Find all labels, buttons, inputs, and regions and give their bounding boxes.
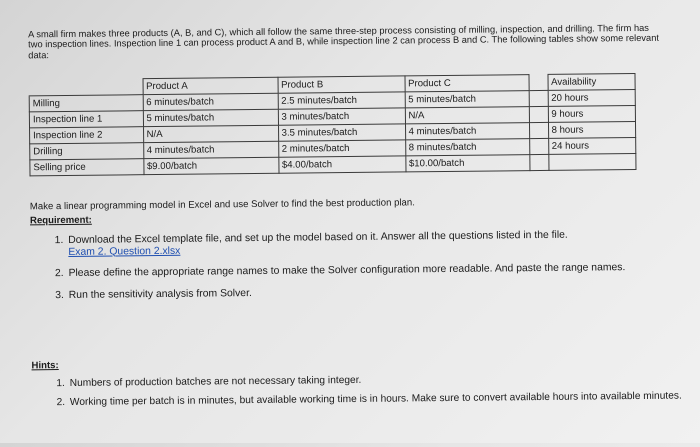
table-cell: 20 hours — [548, 90, 635, 107]
table-cell — [529, 122, 548, 138]
data-table — [29, 73, 636, 176]
requirement-item — [66, 228, 686, 258]
requirement-item — [66, 262, 686, 280]
hint-item: 2. Working time per batch is in minutes, but available working time is in hours. Make sure to convert available hours into available minutes. — [68, 391, 688, 409]
table-cell — [529, 90, 548, 106]
table-cell — [529, 106, 548, 122]
table-header-cell: Product C — [404, 75, 528, 92]
hint-item: 1. Numbers of production batches are not necessary taking integer. — [68, 371, 688, 389]
requirement-text: Run the sensitivity analysis from Solver. — [68, 287, 252, 301]
table-cell: 5 minutes/batch — [143, 109, 278, 126]
table-cell: 3.5 minutes/batch — [278, 124, 405, 141]
table-cell: 5 minutes/batch — [405, 91, 529, 108]
table-header-cell: Product A — [143, 77, 278, 94]
table-cell: Inspection line 2 — [30, 127, 144, 144]
table-cell: N/A — [405, 107, 529, 124]
requirement-heading: Requirement: — [29, 214, 92, 227]
table-cell: 8 hours — [548, 122, 635, 139]
table-cell: 2 minutes/batch — [278, 140, 405, 157]
table-cell: 2.5 minutes/batch — [278, 92, 405, 109]
hints-heading: Hints: — [31, 360, 59, 372]
table-cell: 4 minutes/batch — [143, 141, 278, 158]
table-cell: 9 hours — [548, 106, 635, 123]
requirement-text: Please define the appropriate range names to make the Solver configuration more readable. And paste the range names. — [68, 262, 626, 280]
table-cell — [548, 154, 635, 171]
task-statement: Make a linear programming model in Excel and use Solver to find the best production plan. — [29, 197, 415, 213]
requirement-text: Download the Excel template file, and set up the model based on it. Answer all the questions listed in the file. — [68, 229, 568, 246]
table-cell — [529, 138, 548, 154]
table-cell: 8 minutes/batch — [405, 139, 529, 156]
table-header-cell: Availability — [547, 74, 634, 91]
table-header-cell — [528, 74, 547, 90]
table-cell: Drilling — [30, 143, 144, 160]
table-cell: 3 minutes/batch — [278, 108, 405, 125]
table-cell: 6 minutes/batch — [143, 93, 278, 110]
requirement-list — [30, 228, 687, 311]
excel-template-link[interactable]: Exam 2. Question 2.xlsx — [68, 245, 181, 258]
table-cell: Selling price — [30, 159, 144, 176]
table-header-cell — [29, 79, 143, 96]
requirement-item — [67, 283, 687, 301]
table-header-cell: Product B — [278, 76, 405, 93]
table-cell: $10.00/batch — [405, 155, 529, 172]
hints-list — [32, 371, 688, 417]
table-cell — [529, 154, 548, 170]
table-cell: Inspection line 1 — [29, 111, 143, 128]
table-cell: Milling — [29, 95, 143, 112]
table-cell: 24 hours — [548, 138, 635, 155]
table-cell: N/A — [143, 125, 278, 142]
table-cell: $9.00/batch — [143, 157, 278, 174]
table-cell: $4.00/batch — [278, 156, 405, 173]
problem-intro: A small firm makes three products (A, B, and C), which all follow the same three-step process consisting of milling, inspection, and drilling. The firm has two inspection lines. Inspection line 1 can process product A and B, while inspection line 2 can process B and C. The following tables show some relevant data: — [27, 22, 659, 61]
table-cell: 4 minutes/batch — [405, 123, 529, 140]
